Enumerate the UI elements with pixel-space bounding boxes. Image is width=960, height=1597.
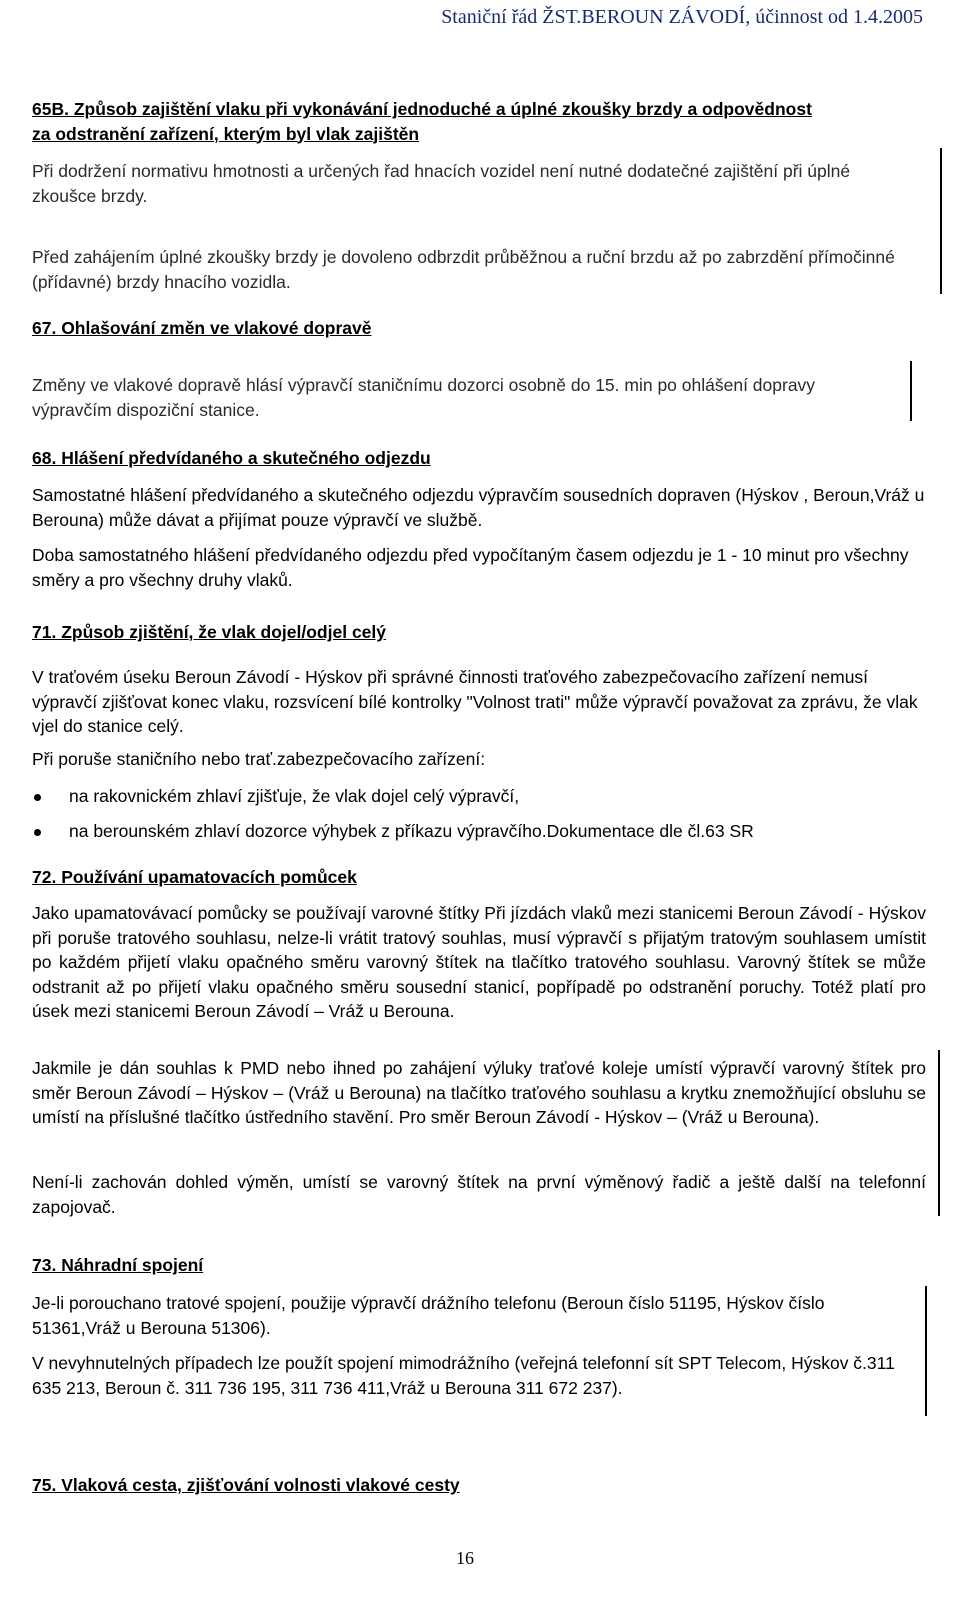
- list-item-text: na rakovnickém zhlaví zjišťuje, že vlak dojel celý výpravčí,: [69, 786, 520, 806]
- section-71-heading: 71. Způsob zjištění, že vlak dojel/odjel celý: [32, 622, 386, 642]
- section-68-heading: 68. Hlášení předvídaného a skutečného odjezdu: [32, 448, 431, 468]
- change-bar: [938, 1050, 940, 1216]
- running-header: Staniční řád ŽST.BEROUN ZÁVODÍ, účinnost od 1.4.2005: [441, 6, 923, 28]
- section-68-paragraph-1: Samostatné hlášení předvídaného a skutečného odjezdu výpravčím sousedních dopraven (Hýskov , Beroun,Vráž u Berouna) může dávat a přijímat pouze výpravčí ve službě.: [32, 485, 925, 530]
- section-67-heading: 67. Ohlašování změn ve vlakové dopravě: [32, 318, 372, 338]
- list-item-text: na berounském zhlaví dozorce výhybek z příkazu výpravčího.Dokumentace dle čl.63 SR: [69, 821, 754, 841]
- bullet-icon: [34, 829, 41, 836]
- list-item: [32, 819, 754, 843]
- section-68-paragraph-2: Doba samostatného hlášení předvídaného odjezdu před vypočítaným časem odjezdu je 1 - 10 minut pro všechny směry a pro všechny druhy vlaků.: [32, 545, 909, 590]
- change-bar: [925, 1286, 927, 1416]
- section-71-paragraph-2: Při poruše staničního nebo trať.zabezpečovacího zařízení:: [32, 749, 486, 769]
- section-73-paragraph-1: Je-li porouchano tratové spojení, použije výpravčí drážního telefonu (Beroun číslo 51195, Hýskov číslo 51361,Vráž u Berouna 51306).: [32, 1293, 825, 1338]
- list-item: [32, 784, 519, 808]
- section-72-paragraph-3: Není-li zachován dohled výměn, umístí se varovný štítek na první výměnový řadič a ještě další na telefonní zapojovač.: [32, 1172, 926, 1217]
- section-65b-heading: [32, 97, 932, 146]
- section-73-heading: 73. Náhradní spojení: [32, 1255, 204, 1275]
- change-bar: [940, 148, 942, 294]
- section-65b-paragraph-1: Při dodržení normativu hmotnosti a určených řad hnacích vozidel není nutné dodatečné zajištění při úplné zkoušce brzdy.: [32, 161, 851, 206]
- section-73-paragraph-2: V nevyhnutelných případech lze použít spojení mimodrážního (veřejná telefonní sít SPT Telecom, Hýskov č.311 635 213, Beroun č. 311 736 195, 311 736 411,Vráž u Berouna 311 672 237).: [32, 1353, 895, 1398]
- section-71-paragraph-1: V traťovém úseku Beroun Závodí - Hýskov při správné činnosti traťového zabezpečovacího zařízení nemusí výpravčí zjišťovat konec vlaku, rozsvícení bílé kontrolky "Volnost trati" může výpravčí považovat za zprávu, že vlak vjel do stanice celý.: [32, 667, 918, 736]
- section-72-heading: 72. Používání upamatovacích pomůcek: [32, 867, 357, 887]
- section-72-paragraph-2: Jakmile je dán souhlas k PMD nebo ihned po zahájení výluky traťové koleje umístí výpravčí varovný štítek pro směr Beroun Závodí – Hýskov – (Vráž u Berouna) na tlačítko traťového souhlasu a krytku znemožňující obsluhu se umístí na příslušné tlačítko ústředního stavění. Pro směr Beroun Závodí - Hýskov – (Vráž u Berouna).: [32, 1058, 926, 1127]
- section-75-heading: 75. Vlaková cesta, zjišťování volnosti vlakové cesty: [32, 1475, 460, 1495]
- section-65b-heading-line1: 65B. Způsob zajištění vlaku při vykonávání jednoduché a úplné zkoušky brzdy a odpovědnost: [32, 99, 812, 119]
- bullet-icon: [34, 794, 41, 801]
- section-65b-paragraph-2: Před zahájením úplné zkoušky brzdy je dovoleno odbrzdit průběžnou a ruční brzdu až po zabrzdění přímočinné (přídavné) brzdy hnacího vozidla.: [32, 247, 895, 292]
- section-65b-heading-line2: za odstranění zařízení, kterým byl vlak zajištěn: [32, 123, 420, 144]
- section-72-paragraph-1: Jako upamatovávací pomůcky se používají varovné štítky Při jízdách vlaků mezi stanicemi Beroun Závodí - Hýskov při poruše tratového souhlasu, nelze-li vrátit tratový souhlas, musí výpravčí s přijatým tratovým souhlasem umístit po každém přijetí vlaku opačného směru varovný štítek na tlačítko tratového souhlasu. Varovný štítek se může odstranit až po přijetí vlaku opačného směru sousední stanicí, popřípadě po odstranění poruchy. Totéž platí pro úsek mezi stanicemi Beroun Závodí – Vráž u Berouna.: [32, 903, 926, 1021]
- change-bar: [910, 361, 912, 421]
- page-number: 16: [456, 1548, 474, 1568]
- section-67-paragraph-1: Změny ve vlakové dopravě hlásí výpravčí staničnímu dozorci osobně do 15. min po ohlášení dopravy výpravčím dispoziční stanice.: [32, 375, 816, 420]
